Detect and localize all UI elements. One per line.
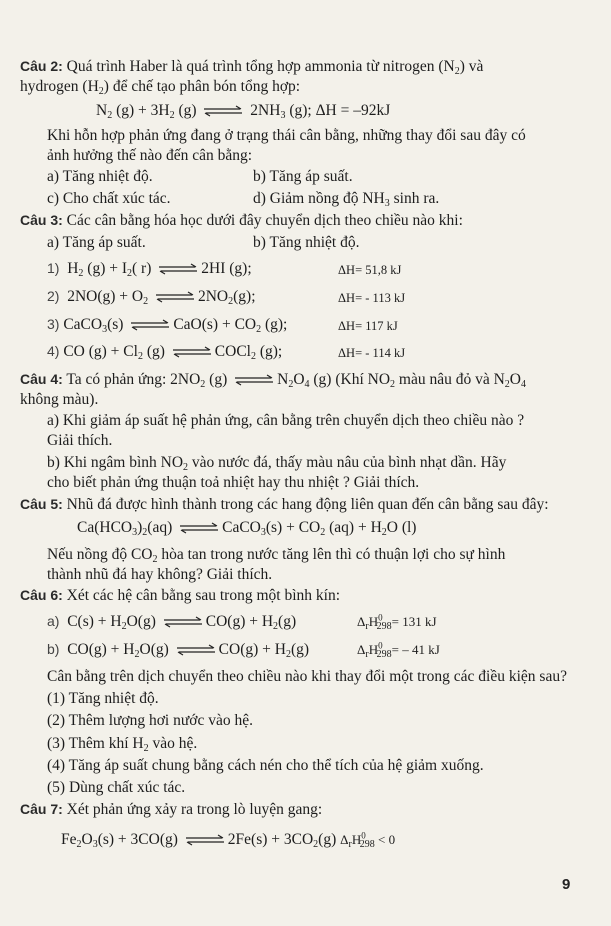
cau5-question-line1: Nếu nồng độ $CO_2$ hòa tan trong nước tăng lên thì có thuận lợi cho sự hình [47, 546, 506, 565]
cau2-option-d: d) Giảm nồng độ $NH_3$ sinh ra. [253, 190, 440, 209]
equilibrium-arrow-icon [172, 346, 212, 358]
cau7-equation: $Fe_2O_3(s) + 3CO(g)$ $2Fe(s) + 3CO_2(g) \Delta_rH^0_{298} < 0$ [61, 830, 396, 850]
cau4-part-a-line1: a) Khi giảm áp suất hệ phản ứng, cân bằng trên chuyển dịch theo chiều nào ? [47, 412, 525, 429]
cau6-label: Câu 6: [20, 587, 63, 603]
cau2-label: Câu 2: [20, 58, 63, 74]
cau7-line1: Câu 7: Xét phản ứng xảy ra trong lò luyện gang: [20, 801, 323, 818]
cau2-question-line1: Khi hỗn hợp phản ứng đang ở trạng thái cân bằng, những thay đổi sau đây có [47, 127, 526, 144]
cau6-item-3: (3) Thêm khí $H_2$ vào hệ. [47, 735, 198, 754]
cau3-line1: Câu 3: Các cân bằng hóa học dưới đây chuyển dịch theo chiều nào khi: [20, 212, 463, 229]
cau3-reaction-4: 4) CO $(g) + Cl_2$ (g) COCl$_2$ (g); [47, 343, 283, 362]
equilibrium-arrow-icon [130, 319, 170, 331]
cau3-reaction-3: 3) CaCO$_3$(s) $CaO(s) + CO_2$ (g); [47, 316, 288, 335]
equilibrium-arrow-icon [176, 644, 216, 656]
cau6-line1: Câu 6: Xét các hệ cân bằng sau trong một bình kín: [20, 587, 340, 604]
cau2-line2: hydrogen $(H_2)$ để chế tạo phân bón tổng hợp: [20, 78, 301, 97]
cau3-dh-4: ΔH= - 114 kJ [338, 346, 406, 360]
equilibrium-arrow-icon [163, 616, 203, 628]
cau4-line1: Câu 4: Ta có phản ứng: $2NO_2$ (g) $N_2O_4$ (g) (Khí $NO_2$ màu nâu đỏ và $N_2O_4$ [20, 371, 526, 390]
cau6-question: Cân bằng trên dịch chuyển theo chiều nào khi thay đổi một trong các điều kiện sau? [47, 668, 567, 685]
cau6-reaction-b: b) $CO(g) + H_2O(g)$ $CO(g) + H_2(g)$ [47, 641, 310, 660]
cau6-item-5: (5) Dùng chất xúc tác. [47, 779, 186, 796]
cau2-question-line2: ảnh hưởng thế nào đến cân bằng: [47, 147, 253, 164]
equilibrium-arrow-icon [179, 522, 219, 534]
cau4-line2: không màu). [20, 391, 99, 408]
equilibrium-arrow-icon [158, 263, 198, 275]
cau3-option-b: b) Tăng nhiệt độ. [253, 234, 360, 251]
cau6-dh-a: $\Delta_rH^0_{298}= 131$ kJ [357, 612, 437, 632]
cau5-line1: Câu 5: Nhũ đá được hình thành trong các hang động liên quan đến cân bằng sau đây: [20, 496, 549, 513]
cau3-reaction-1: 1) $H_2$ $(g) + I_2$( r) 2HI (g); [47, 260, 252, 279]
cau4-part-a-line2: Giải thích. [47, 432, 113, 449]
cau3-option-a: a) Tăng áp suất. [47, 234, 146, 251]
cau6-item-4: (4) Tăng áp suất chung bằng cách nén cho thể tích của hệ giảm xuống. [47, 757, 484, 774]
cau2-option-a: a) Tăng nhiệt độ. [47, 168, 153, 185]
cau5-question-line2: thành nhũ đá hay không? Giải thích. [47, 566, 273, 583]
cau6-reaction-a: a) $C(s) + H_2O(g)$ $CO(g) + H_2(g)$ [47, 613, 297, 632]
cau2-equation: $N_2$ $(g) + 3H_2$ (g) $2NH_3$ (g); ΔH = –92kJ [96, 102, 391, 121]
cau3-reaction-2: 2) $2NO(g) + O_2$ $2NO_2(g)$; [47, 288, 256, 307]
equilibrium-arrow-icon [234, 374, 274, 386]
cau4-part-b-line1: b) Khi ngâm bình $NO_2$ vào nước đá, thấy màu nâu của bình nhạt dần. Hãy [47, 454, 507, 473]
cau3-dh-1: ΔH= 51,8 kJ [338, 263, 402, 277]
equilibrium-arrow-icon [185, 834, 225, 846]
cau3-dh-2: ΔH= - 113 kJ [338, 291, 406, 305]
cau7-label: Câu 7: [20, 801, 63, 817]
cau5-equation: $Ca(HCO_3)_2(aq)$ CaCO$_3$(s) + $CO_2$ $(aq) + H_2O$ (l) [77, 519, 417, 538]
cau2-option-b: b) Tăng áp suất. [253, 168, 353, 185]
cau3-label: Câu 3: [20, 212, 63, 228]
cau4-part-b-line2: cho biết phản ứng thuận toả nhiệt hay thu nhiệt ? Giải thích. [47, 474, 420, 491]
cau6-item-1: (1) Tăng nhiệt độ. [47, 690, 159, 707]
cau4-label: Câu 4: [20, 371, 63, 387]
equilibrium-arrow-icon [203, 105, 243, 117]
page-number: 9 [562, 876, 571, 893]
cau2-option-c: c) Cho chất xúc tác. [47, 190, 171, 207]
cau3-dh-3: ΔH= 117 kJ [338, 319, 398, 333]
cau6-item-2: (2) Thêm lượng hơi nước vào hệ. [47, 712, 253, 729]
equilibrium-arrow-icon [155, 291, 195, 303]
cau6-dh-b: $\Delta_rH^0_{298}= - 41$ kJ [357, 640, 440, 660]
cau2-line1: Câu 2: Quá trình Haber là quá trình tổng hợp ammonia từ nitrogen $(N_2)$ và [20, 58, 484, 77]
cau5-label: Câu 5: [20, 496, 63, 512]
